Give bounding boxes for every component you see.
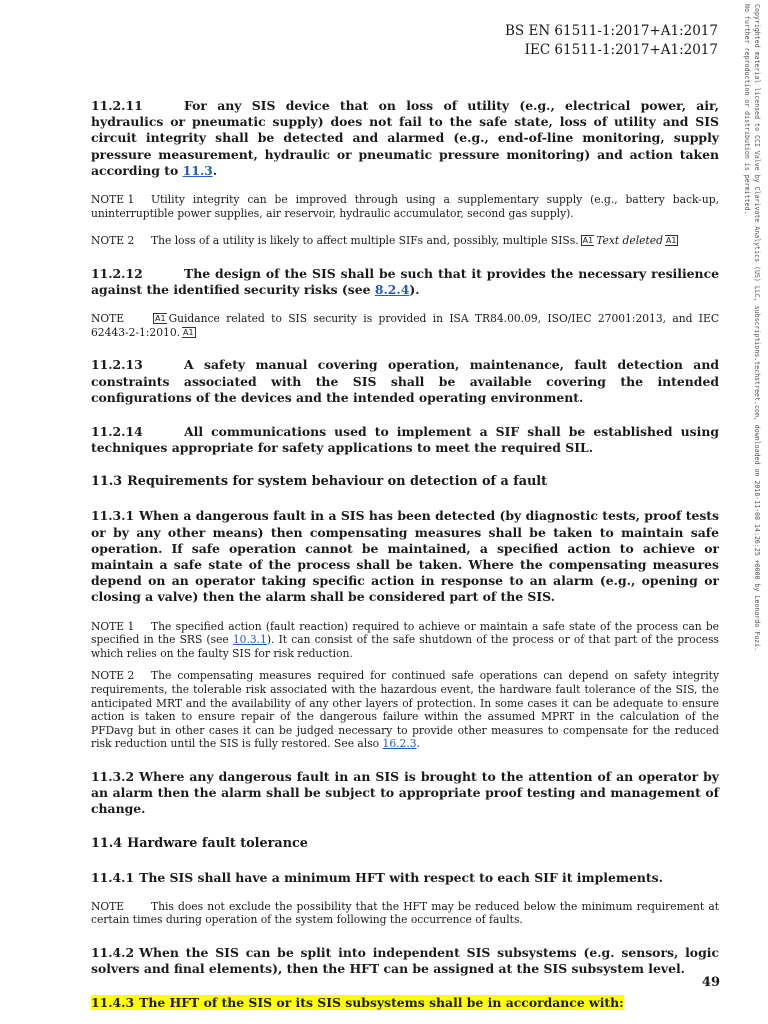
copyright-line-2: No further reproduction or distribution is permitted. bbox=[743, 4, 751, 215]
section-number: 11.3 bbox=[91, 474, 123, 490]
clause-text: When a dangerous fault in a SIS has been detected (by diagnostic tests, proof tests or by any other means) then compensating measures shall be taken to maintain safe operation. If safe operation cannot be maintained, a specified action to achieve or maintain a safe state of the process shall be taken. Where the compensating measures depend on an operator taking specific action in response to an alarm (e.g., opening or closing a valve) then the alarm shall be considered part of the SIS. bbox=[91, 508, 719, 605]
amendment-start-marker: A1 bbox=[582, 236, 594, 246]
clause-number: 11.4.2 bbox=[91, 944, 135, 960]
copyright-line-1: Copyrighted material licensed to CCI Valve by Clarivate Analytics (US) LLC, subscriptions.techstreet.com, downloaded on 2018-11-08 14:26:25 +0000 by Leonardo Fuzi. bbox=[753, 4, 761, 652]
clause-11-3-2 bbox=[91, 769, 719, 818]
clause-text: The SIS shall have a minimum HFT with respect to each SIF it implements. bbox=[139, 869, 663, 885]
clause-number: 11.2.12 bbox=[91, 265, 143, 281]
clause-number: 11.2.13 bbox=[91, 357, 143, 373]
xref-link-16-2-3[interactable]: 16.2.3 bbox=[382, 737, 417, 751]
section-heading-11-3 bbox=[91, 474, 719, 490]
clause-text: For any SIS device that on loss of utility (e.g., electrical power, air, hydraulics or pneumatic supply) does not fail to the safe state, loss of utility and SIS circuit integrity shall be detected and alarmed (e.g., end-of-line monitoring, supply pressure measurement, hydraulic or pneumatic pressure monitoring) and action taken according to bbox=[91, 98, 719, 178]
clause-number: 11.2.11 bbox=[91, 98, 143, 113]
clause-11-2-13 bbox=[91, 357, 719, 406]
deleted-text-label: Text deleted bbox=[596, 234, 663, 248]
clause-11-4-1 bbox=[91, 870, 719, 886]
clause-11-2-12 bbox=[91, 266, 719, 298]
section-title: Requirements for system behaviour on detection of a fault bbox=[127, 474, 548, 490]
clause-text: All communications used to implement a SIF shall be established using techniques appropriate for safety applications to meet the required SIL. bbox=[91, 424, 719, 456]
note-text-end: . bbox=[416, 737, 420, 751]
xref-link-10-3-1[interactable]: 10.3.1 bbox=[232, 633, 267, 647]
clause-text-end: . bbox=[212, 162, 218, 178]
clause-number: 11.4.1 bbox=[91, 869, 135, 885]
note-label: NOTE bbox=[91, 312, 125, 326]
clause-text: A safety manual covering operation, maintenance, fault detection and constraints associated with the SIS shall be available covering the intended configurations of the devices and the intended operating environment. bbox=[91, 357, 719, 405]
clause-number: 11.3.2 bbox=[91, 768, 135, 784]
note-text: Guidance related to SIS security is provided in ISA TR84.00.09, ISO/IEC 27001:2013, and IEC 62443-2-1:2010. bbox=[91, 312, 719, 339]
document-body bbox=[91, 98, 719, 1012]
clause-text: The design of the SIS shall be such that it provides the necessary resilience against the identified security risks (see bbox=[91, 265, 719, 297]
standard-id-iec: IEC 61511-1:2017+A1:2017 bbox=[524, 42, 718, 58]
note-text: This does not exclude the possibility that the HFT may be reduced below the minimum requirement at certain times during operation of the system following the occurrence of faults. bbox=[91, 899, 719, 927]
note-label: NOTE bbox=[91, 899, 125, 913]
amendment-start-marker: A1 bbox=[155, 314, 166, 324]
copyright-sidebar bbox=[742, 4, 762, 651]
note-text: The compensating measures required for continued safe operations can depend on safety integrity requirements, the tolerable risk associated with the hazardous event, the hardware fault tolerance of the SIS, the anticipated MRT and the availability of any other layers of protection. In some cases it can be adequate to ensure action is taken to ensure repair of the dangerous failure within the assumed MPRT in the calculation of the PFDavg but in other cases it can be judged necessary to provide other measures to compensate for the reduced risk reduction until the SIS is fully restored. See also bbox=[91, 669, 719, 751]
note-label: NOTE 1 bbox=[91, 193, 135, 207]
clause-number: 11.4.3 bbox=[91, 995, 135, 1011]
clause-11-4-3 bbox=[91, 995, 719, 1011]
clause-number: 11.3.1 bbox=[91, 508, 135, 524]
clause-text-end: ). bbox=[409, 282, 420, 297]
note-fault-reaction bbox=[91, 620, 719, 661]
clause-text: When the SIS can be split into independent SIS subsystems (e.g. sensors, logic solvers and final elements), then the HFT can be assigned at the SIS subsystem level. bbox=[91, 944, 719, 977]
note-compensating-measures bbox=[91, 669, 719, 751]
clause-11-4-2 bbox=[91, 945, 719, 977]
note-label: NOTE 2 bbox=[91, 669, 135, 683]
note-hft-reduction bbox=[91, 900, 719, 927]
note-label: NOTE 1 bbox=[91, 619, 135, 633]
note-text: The specified action (fault reaction) required to achieve or maintain a safe state of the process can be specified in the SRS (see bbox=[91, 619, 719, 647]
clause-11-3-1 bbox=[91, 508, 719, 605]
section-number: 11.4 bbox=[91, 835, 123, 851]
amendment-end-marker: A1 bbox=[183, 327, 194, 337]
clause-11-2-14 bbox=[91, 424, 719, 456]
page-number: 49 bbox=[701, 975, 720, 990]
clause-text: The HFT of the SIS or its SIS subsystems shall be in accordance with: bbox=[139, 995, 624, 1011]
xref-link-8-2-4[interactable]: 8.2.4 bbox=[374, 282, 410, 297]
amendment-end-marker: A1 bbox=[665, 236, 677, 246]
section-heading-11-4 bbox=[91, 836, 719, 852]
note-sis-security bbox=[91, 312, 719, 339]
clause-11-2-11 bbox=[91, 98, 719, 179]
standard-id-bs: BS EN 61511-1:2017+A1:2017 bbox=[505, 23, 718, 39]
note-label: NOTE 2 bbox=[91, 234, 135, 248]
clause-number: 11.2.14 bbox=[91, 424, 143, 439]
clause-text: Where any dangerous fault in an SIS is brought to the attention of an operator by an alarm then the alarm shall be subject to appropriate proof testing and management of change. bbox=[91, 768, 719, 817]
note-loss-of-utility bbox=[91, 234, 719, 248]
section-title: Hardware fault tolerance bbox=[127, 835, 308, 851]
note-text: The loss of a utility is likely to affect multiple SIFs and, possibly, multiple SISs. bbox=[151, 234, 579, 248]
note-utility-integrity bbox=[91, 193, 719, 220]
xref-link-11-3[interactable]: 11.3 bbox=[182, 162, 213, 178]
note-text: Utility integrity can be improved through using a supplementary supply (e.g., battery back-up, uninterruptible power supplies, air reservoir, hydraulic accumulator, second gas supply). bbox=[91, 193, 719, 220]
page-header bbox=[505, 22, 718, 60]
note-text-end: ). It can consist of the safe shutdown of the process or of that part of the process which relies on the faulty SIS for risk reduction. bbox=[91, 633, 719, 660]
